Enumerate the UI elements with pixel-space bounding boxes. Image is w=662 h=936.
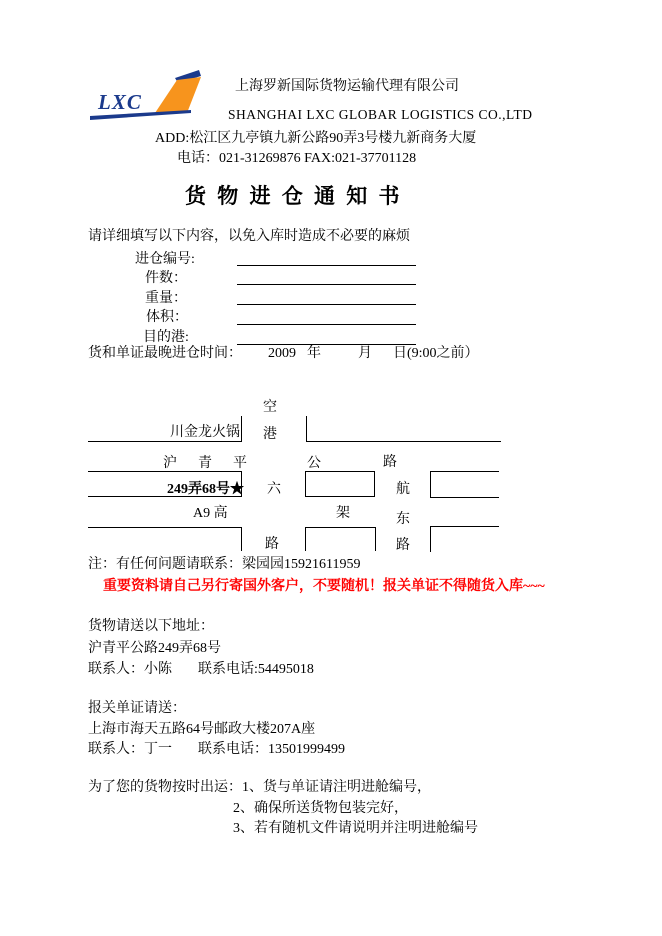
field-label-weight: 重量： (145, 291, 187, 306)
customs-address: 上海市海天五路64号邮政大楼207A座 (88, 722, 316, 737)
instructions-item3: 3、若有随机文件请说明并注明进舱编号 (233, 821, 478, 836)
map-road-a9-part1: A9 高 (193, 506, 228, 521)
deadline-day-unit: 日(9:00之前） (393, 346, 479, 361)
field-input-volume[interactable] (237, 324, 416, 325)
delivery-contact-name: 联系人：小陈 (88, 662, 172, 677)
field-input-warehouse-no[interactable] (237, 265, 416, 266)
map-road-a9-part2: 架 (336, 506, 350, 521)
map-road-huqingping-part2: 公 (307, 456, 321, 471)
intro-note: 请详细填写以下内容，以免入库时造成不必要的麻烦 (88, 229, 410, 244)
map-road-konggang-char3: 六 (267, 482, 281, 497)
map-road-hangdong-char1: 航 (396, 482, 410, 497)
deadline-year-unit: 年 (307, 346, 321, 361)
instructions-lead: 为了您的货物按时出运：1、货与单证请注明进舱编号， (88, 780, 431, 795)
map-road-segment-mid-right (430, 471, 499, 498)
important-warning: 重要资料请自己另行寄国外客户，不要随机！报关单证不得随货入库~~~ (103, 579, 545, 594)
field-label-destination-port: 目的港: (143, 330, 189, 345)
company-address: ADD:松江区九亭镇九新公路90弄3号楼九新商务大厦 (155, 131, 477, 146)
delivery-address: 沪青平公路249弄68号 (88, 641, 221, 656)
deadline-label: 货和单证最晚进仓时间： (88, 346, 242, 361)
company-logo (88, 64, 206, 126)
company-name-en: SHANGHAI LXC GLOBAR LOGISTICS CO.,LTD (228, 107, 533, 122)
logo-text: LXC (98, 90, 142, 114)
customs-contact-name: 联系人：丁一 (88, 742, 172, 757)
map-road-konggang-char2: 港 (263, 427, 277, 442)
map-road-huqingping-part3: 路 (383, 455, 397, 470)
map-road-block-center (305, 471, 375, 497)
field-label-pieces: 件数： (145, 271, 187, 286)
delivery-heading: 货物请送以下地址： (88, 619, 214, 634)
field-input-weight[interactable] (237, 304, 416, 305)
deadline-year-value: 2009 (268, 346, 296, 361)
deadline-month-unit: 月 (358, 346, 372, 361)
field-label-warehouse-no: 进仓编号: (135, 252, 195, 267)
map-road-segment-top-right (306, 416, 501, 442)
map-road-konggang-char4: 路 (265, 537, 279, 552)
delivery-contact-phone: 联系电话:54495018 (198, 662, 314, 677)
customs-contact-phone: 联系电话：13501999499 (198, 742, 345, 757)
company-phone-fax: 电话：021-31269876 FAX:021-37701128 (177, 151, 417, 166)
instructions-item2: 2、确保所送货物包装完好， (233, 801, 408, 816)
map-destination-marker: 249弄68号★ (167, 482, 244, 497)
customs-heading: 报关单证请送： (88, 701, 186, 716)
map-road-huqingping-part1: 沪青平 (163, 456, 268, 471)
document-title: 货 物 进 仓 通 知 书 (185, 184, 403, 208)
field-label-volume: 体积： (146, 310, 188, 325)
map-road-segment-bottom-left (88, 527, 242, 551)
map-road-hangdong-char2: 东 (396, 512, 410, 527)
map-road-segment-bottom-right (430, 526, 499, 552)
map-road-block-bottom-center (305, 527, 376, 551)
map-landmark-restaurant: 川金龙火锅 (170, 425, 240, 440)
map-road-konggang-char1: 空 (263, 400, 277, 415)
map-road-hangdong-char3: 路 (396, 538, 410, 553)
contact-note: 注：有任何问题请联系：梁园园15921611959 (88, 557, 361, 572)
logo-tail-fin-icon (155, 77, 201, 113)
field-input-destination-port[interactable] (237, 344, 416, 345)
field-input-pieces[interactable] (237, 284, 416, 285)
company-name-cn: 上海罗新国际货物运输代理有限公司 (235, 79, 459, 94)
